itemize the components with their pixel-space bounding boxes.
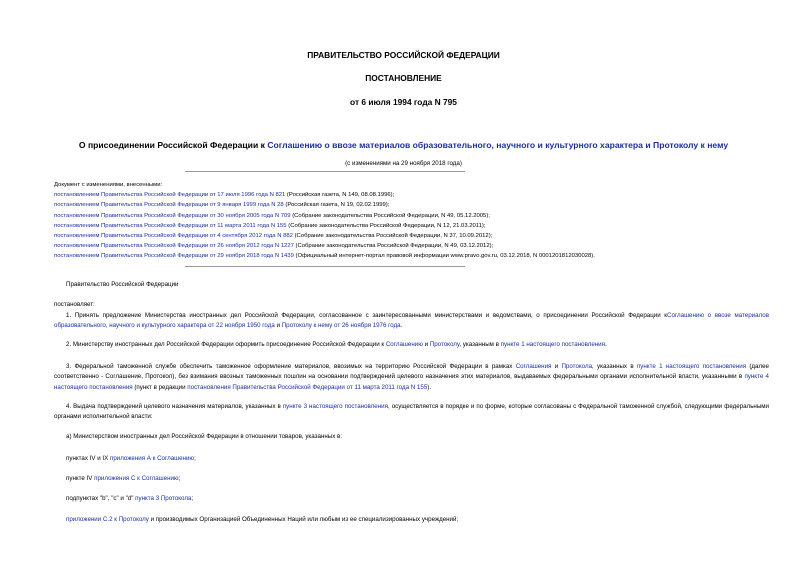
- heading-agreement-link[interactable]: Соглашению о ввозе материалов образовательного, научного и культурного характера и Протоколу к нему: [267, 140, 729, 150]
- p3-text-e: (пункт в редакции: [132, 383, 188, 391]
- s4-text-b: и производимых Организацией Объединенных Наций или любым из ее специализированных учреждений;: [148, 516, 459, 523]
- s1-text-b: ;: [194, 455, 196, 462]
- s3-protocol-link[interactable]: пункта 3 Протокола: [135, 495, 192, 502]
- government-title: ПРАВИТЕЛЬСТВО РОССИЙСКОЙ ФЕДЕРАЦИИ: [307, 50, 500, 60]
- p3-text-c: , указанных в: [592, 363, 637, 370]
- edition-note: (с изменениями на 29 ноября 2018 года): [345, 160, 462, 167]
- amendment-link[interactable]: постановлением Правительства Российской Федерации от 11 марта 2011 года N 155: [54, 222, 287, 229]
- amendment-item: [54, 221, 774, 231]
- s1-annex-link[interactable]: приложения А к Соглашению: [109, 455, 195, 462]
- s2-annex-link[interactable]: приложения С к Соглашению: [94, 475, 179, 482]
- p4-text-b: , осуществляется в порядке и по форме, которые согласованы с Федеральной таможенной службой, следующими федеральными органами исполнительной власти:: [54, 403, 769, 421]
- p3-text-d: (далее соответственно - Соглашение, Протокол), без взимания ввозных таможенных пошлин на основании подтверждений целевого назначения этих материалов, выдаваемых федеральными органами исполнительной власти, указанными в: [54, 363, 769, 381]
- amendment-source: (Собрание законодательства Российской Федерации, N 37, 10.09.2012);: [292, 233, 493, 240]
- subitem-3: [66, 494, 766, 504]
- p1-text-b: и: [274, 322, 282, 330]
- subitem-4: [66, 515, 766, 525]
- amendment-item: [54, 190, 774, 200]
- p2-text-c: , указанным в: [459, 341, 501, 348]
- p3-point4-link[interactable]: пункте 4 настоящего постановления: [54, 373, 769, 391]
- subitem-2: [66, 474, 766, 484]
- amendment-link[interactable]: постановлением Правительства Российской Федерации от 29 ноября 2018 года N 1439: [54, 253, 294, 260]
- p2-text-a: 2. Министерству иностранных дел Российской Федерации оформить присоединение Российской Федерации к: [66, 341, 386, 348]
- decides-text: постановляет:: [54, 301, 95, 308]
- amendment-source: (Собрание законодательства Российской Федерации, N 12, 21.03.2011);: [286, 222, 486, 229]
- amendment-link[interactable]: постановлением Правительства Российской Федерации от 4 сентября 2012 года N 882: [54, 233, 293, 240]
- amendment-source: (Официальный интернет-портал правовой информации www.pravo.gov.ru, 03.12.2018, N 0001201812030028).: [293, 253, 595, 260]
- p2-text-d: .: [604, 341, 607, 348]
- amendments-intro: Документ с изменениями, внесенными:: [54, 182, 163, 188]
- paragraph-4: [54, 402, 769, 423]
- paragraph-2: [54, 340, 769, 350]
- paragraph-3: [54, 362, 769, 393]
- amendment-item: [54, 211, 774, 221]
- s3-text-a: подпунктах "b", "c" и "d": [66, 495, 136, 502]
- paragraph-1: [54, 311, 769, 332]
- document-heading: [0, 140, 807, 150]
- amendment-link[interactable]: постановлением Правительства Российской Федерации от 26 ноября 2012 года N 1227: [54, 243, 294, 250]
- amendment-item: [54, 241, 774, 251]
- p4-text-a: 4. Выдача подтверждений целевого назначения материалов, указанных в: [66, 403, 283, 410]
- bottom-divider: [185, 266, 465, 267]
- amendment-item: [54, 200, 774, 210]
- amendment-item: [54, 251, 774, 261]
- heading-text: О присоединении Российской Федерации к: [78, 140, 268, 150]
- s2-text-b: ;: [178, 475, 181, 482]
- p2-point1-link[interactable]: пункте 1 настоящего постановления: [500, 341, 605, 348]
- p3-text-f: ).: [427, 383, 432, 391]
- p1-agreement-link[interactable]: Соглашению о ввозе материалов образовательного, научного и культурного характера от 22 ноября 1950 года: [54, 312, 769, 330]
- amendment-source: (Собрание законодательства Российской Федерации, N 49, 05.12.2005);: [290, 212, 490, 219]
- p1-text-a: 1. Принять предложение Министерства иностранных дел Российской Федерации, согласованное с заинтересованными министерствами и ведомствами, о присоединении Российской Федерации к: [66, 312, 668, 319]
- document-type: ПОСТАНОВЛЕНИЕ: [365, 73, 442, 83]
- subitem-1: [66, 454, 766, 464]
- amendment-source: (Собрание законодательства Российской Федерации, N 49, 03.12.2012);: [293, 243, 494, 250]
- s2-text-a: пункте IV: [66, 475, 95, 482]
- amendment-link[interactable]: постановлением Правительства Российской Федерации от 9 января 1999 года N 28: [54, 202, 284, 209]
- p3-protocol-link[interactable]: Протокола: [561, 363, 593, 370]
- p3-point1-link[interactable]: пункте 1 настоящего постановления: [636, 363, 747, 370]
- p1-protocol-link[interactable]: Протоколу к нему от 26 ноября 1976 года: [281, 322, 401, 330]
- s4-annex-link[interactable]: приложении С.2 к Протоколу: [66, 516, 149, 523]
- p2-protocol-link[interactable]: Протоколу: [429, 341, 460, 348]
- p2-agreement-link[interactable]: Соглашению: [385, 341, 423, 348]
- p3-text-a: 3. Федеральной таможенной службе обеспечить таможенное оформление материалов, ввозимых на территорию Российской Федерации в рамках: [66, 363, 516, 370]
- amendment-link[interactable]: постановлением Правительства Российской Федерации от 17 июля 1996 года N 821: [54, 192, 286, 199]
- p4-point3-link[interactable]: пункте 3 настоящего постановления: [282, 403, 388, 410]
- document-date: от 6 июля 1994 года N 795: [350, 97, 457, 107]
- amendment-source: (Российская газета, N 19, 02.02.1999);: [283, 202, 390, 209]
- p2-text-b: и: [422, 341, 430, 348]
- amendment-item: [54, 231, 774, 241]
- p3-resolution-link[interactable]: постановления Правительства Российской Федерации от 11 марта 2011 года N 155: [187, 383, 428, 391]
- p3-agreement-link[interactable]: Соглашения: [515, 363, 552, 370]
- p1-text-c: .: [400, 322, 403, 330]
- government-name: Правительство Российской Федерации: [66, 281, 179, 288]
- s1-text-a: пунктах IV и IX: [66, 455, 110, 462]
- amendments-list: [54, 180, 774, 262]
- p3-text-b: и: [551, 363, 562, 370]
- top-divider: [185, 171, 465, 172]
- amendment-link[interactable]: постановлением Правительства Российской Федерации от 30 ноября 2005 года N 709: [54, 212, 291, 219]
- amendment-source: (Российская газета, N 149, 08.08.1996);: [285, 192, 395, 199]
- subparagraph-a: а) Министерством иностранных дел Российской Федерации в отношении товаров, указанных в:: [66, 433, 343, 440]
- s3-text-b: ;: [191, 495, 194, 502]
